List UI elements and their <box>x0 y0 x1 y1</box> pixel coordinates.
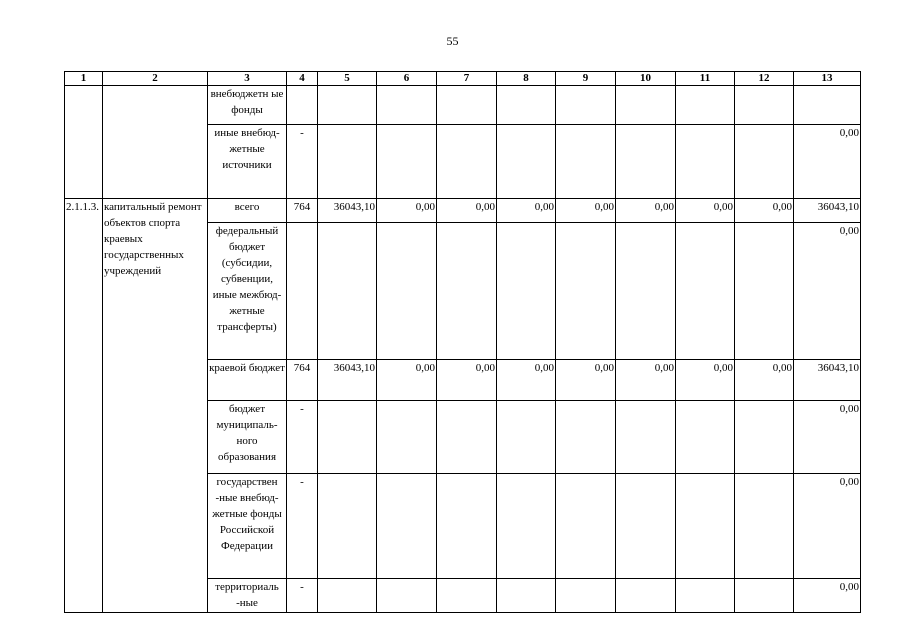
value-cell <box>616 86 676 125</box>
value-cell <box>735 223 794 360</box>
value-cell <box>616 579 676 613</box>
value-cell <box>735 579 794 613</box>
value-cell <box>497 223 556 360</box>
value-cell <box>377 474 437 579</box>
value-cell: 0,00 <box>556 199 616 223</box>
value-cell <box>437 223 497 360</box>
value-cell <box>437 579 497 613</box>
value-cell: 0,00 <box>437 360 497 401</box>
value-cell <box>556 223 616 360</box>
value-cell <box>676 223 735 360</box>
budget-table <box>64 71 861 613</box>
funding-source: краевой бюджет <box>208 360 287 401</box>
funding-source: внебюджетн ые фонды <box>208 86 287 125</box>
code-cell: - <box>287 401 318 474</box>
value-cell: 36043,10 <box>794 360 861 401</box>
value-cell <box>377 125 437 199</box>
value-cell <box>616 125 676 199</box>
value-cell <box>377 223 437 360</box>
value-cell: 0,00 <box>794 579 861 613</box>
code-cell: - <box>287 579 318 613</box>
column-header: 1 <box>65 72 103 86</box>
value-cell <box>318 223 377 360</box>
funding-source: территориаль -ные <box>208 579 287 613</box>
value-cell: 0,00 <box>735 360 794 401</box>
value-cell <box>616 401 676 474</box>
value-cell <box>437 86 497 125</box>
column-header: 11 <box>676 72 735 86</box>
value-cell: 0,00 <box>794 125 861 199</box>
value-cell: 0,00 <box>735 199 794 223</box>
column-header: 8 <box>497 72 556 86</box>
value-cell <box>497 86 556 125</box>
value-cell <box>437 474 497 579</box>
value-cell <box>676 401 735 474</box>
column-header: 12 <box>735 72 794 86</box>
value-cell <box>676 86 735 125</box>
item-number: 2.1.1.3. <box>65 199 103 613</box>
code-cell: - <box>287 474 318 579</box>
item-name-cell <box>103 86 208 199</box>
value-cell <box>318 579 377 613</box>
value-cell <box>497 579 556 613</box>
funding-source: бюджет муниципаль- ного образования <box>208 401 287 474</box>
value-cell: 0,00 <box>616 199 676 223</box>
value-cell <box>735 474 794 579</box>
table-row <box>65 199 861 223</box>
value-cell <box>556 86 616 125</box>
table-row <box>65 86 861 125</box>
column-header: 4 <box>287 72 318 86</box>
value-cell <box>437 401 497 474</box>
value-cell: 0,00 <box>497 199 556 223</box>
value-cell <box>377 86 437 125</box>
value-cell: 0,00 <box>497 360 556 401</box>
value-cell <box>377 579 437 613</box>
value-cell: 0,00 <box>794 401 861 474</box>
page-number: 55 <box>446 34 459 48</box>
value-cell <box>556 579 616 613</box>
value-cell <box>676 474 735 579</box>
value-cell <box>318 125 377 199</box>
value-cell <box>497 125 556 199</box>
value-cell <box>437 125 497 199</box>
code-cell: 764 <box>287 199 318 223</box>
value-cell: 0,00 <box>676 360 735 401</box>
value-cell <box>735 86 794 125</box>
column-header: 13 <box>794 72 861 86</box>
value-cell <box>318 86 377 125</box>
column-header: 2 <box>103 72 208 86</box>
value-cell: 0,00 <box>377 360 437 401</box>
column-header: 7 <box>437 72 497 86</box>
value-cell: 0,00 <box>676 199 735 223</box>
value-cell: 36043,10 <box>318 199 377 223</box>
value-cell: 0,00 <box>437 199 497 223</box>
value-cell <box>556 125 616 199</box>
value-cell <box>497 474 556 579</box>
column-header: 6 <box>377 72 437 86</box>
value-cell <box>616 223 676 360</box>
value-cell <box>377 401 437 474</box>
funding-source: иные внебюд- жетные источники <box>208 125 287 199</box>
column-header: 3 <box>208 72 287 86</box>
value-cell: 0,00 <box>794 474 861 579</box>
column-header: 10 <box>616 72 676 86</box>
value-cell: 36043,10 <box>318 360 377 401</box>
item-name: капитальный ремонт объектов спорта краевых государственных учреждений <box>103 199 208 613</box>
value-cell: 0,00 <box>377 199 437 223</box>
value-cell <box>556 474 616 579</box>
value-cell <box>318 401 377 474</box>
column-header: 9 <box>556 72 616 86</box>
value-cell <box>676 125 735 199</box>
value-cell <box>676 579 735 613</box>
value-cell: 0,00 <box>556 360 616 401</box>
value-cell <box>616 474 676 579</box>
item-number-cell <box>65 86 103 199</box>
header-row <box>65 72 861 86</box>
code-cell <box>287 86 318 125</box>
value-cell <box>735 401 794 474</box>
code-cell: - <box>287 125 318 199</box>
value-cell <box>735 125 794 199</box>
code-cell: 764 <box>287 360 318 401</box>
code-cell <box>287 223 318 360</box>
funding-source: государствен -ные внебюд- жетные фонды Российской Федерации <box>208 474 287 579</box>
value-cell: 36043,10 <box>794 199 861 223</box>
value-cell <box>794 86 861 125</box>
value-cell: 0,00 <box>616 360 676 401</box>
column-header: 5 <box>318 72 377 86</box>
funding-source: всего <box>208 199 287 223</box>
value-cell <box>556 401 616 474</box>
value-cell <box>318 474 377 579</box>
value-cell <box>497 401 556 474</box>
value-cell: 0,00 <box>794 223 861 360</box>
funding-source: федеральный бюджет (субсидии, субвенции, иные межбюд- жетные трансферты) <box>208 223 287 360</box>
